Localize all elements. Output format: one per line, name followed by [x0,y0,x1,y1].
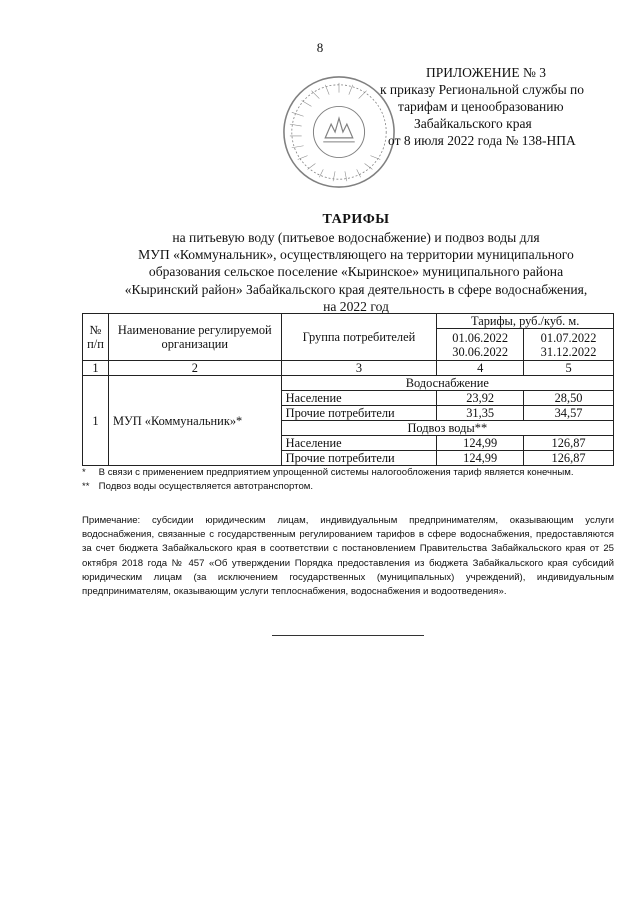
header-num: № п/п [83,314,109,361]
subtitle-line: «Кыринский район» Забайкальского края деятельность в сфере водоснабжения, [124,281,588,297]
tariff-value: 126,87 [524,436,614,451]
consumer-group: Население [281,391,437,406]
header-period-1: 01.06.2022 30.06.2022 [437,329,524,361]
appendix-line: от 8 июля 2022 года № 138-НПА [388,133,576,148]
header-org: Наименование регулируемой организации [108,314,281,361]
tariff-value: 31,35 [437,406,524,421]
subtitle-line: МУП «Коммунальник», осуществляющего на территории муниципального [138,247,574,263]
tariffs-table [82,313,614,466]
subtitle-line: образования сельское поселение «Кыринское» муниципального района [148,264,564,280]
consumer-group: Население [281,436,437,451]
col-number: 4 [437,361,524,376]
document-title: ТАРИФЫ [322,212,390,227]
section-water-delivery: Подвоз воды** [281,421,613,436]
tariff-value: 23,92 [437,391,524,406]
organization-name: МУП «Коммунальник»* [108,376,281,466]
appendix-block [370,64,620,149]
appendix-title: ПРИЛОЖЕНИЕ № 3 [426,65,547,80]
col-number: 2 [108,361,281,376]
page-number: 8 [316,40,324,55]
consumer-group: Прочие потребители [281,451,437,466]
header-tariffs: Тарифы, руб./куб. м. [437,314,614,329]
appendix-line: Забайкальского края [414,116,532,131]
row-number: 1 [83,376,109,466]
section-water-supply: Водоснабжение [281,376,613,391]
footnote-mark: * [82,467,86,478]
tariff-value: 124,99 [437,451,524,466]
footnote-text: Подвоз воды осуществляется автотранспортом. [98,481,314,492]
footnote-text: В связи с применением предприятием упрощенной системы налогообложения тариф является конечным. [98,467,574,478]
bottom-divider [272,635,424,636]
tariff-value: 28,50 [524,391,614,406]
footnotes [82,466,622,494]
subtitle-line: на 2022 год [323,298,389,314]
document-subtitle [80,229,632,315]
col-number: 5 [524,361,614,376]
note-paragraph: Примечание: субсидии юридическим лицам, индивидуальным предпринимателям, оказывающим услуги водоснабжения, связанные с государственным регулированием тарифов в сфере водоснабжения, предоставляются за счет бюджета Забайкальского края в соответствии с постановлением Правительства Забайкальского края от 25 октября 2018 года № 457 «Об утверждении Порядка предоставления из бюджета Забайкальского края субсидий юридическим лицам (за исключением государственных (муниципальных) учреждений), индивидуальным предпринимателям, оказывающим услуги теплоснабжения, водоснабжения и водоотведения». [82,515,614,598]
consumer-group: Прочие потребители [281,406,437,421]
footnote-mark: ** [82,481,90,492]
col-number: 3 [281,361,437,376]
appendix-line: к приказу Региональной службы по [380,82,585,97]
appendix-line: тарифам и ценообразованию [398,99,564,114]
tariff-value: 34,57 [524,406,614,421]
col-number: 1 [83,361,109,376]
tariff-value: 126,87 [524,451,614,466]
footnote [82,466,622,480]
header-group: Группа потребителей [281,314,437,361]
tariff-value: 124,99 [437,436,524,451]
header-period-2: 01.07.2022 31.12.2022 [524,329,614,361]
subtitle-line: на питьевую воду (питьевое водоснабжение) и подвоз воды для [172,230,540,245]
footnote [82,480,622,494]
